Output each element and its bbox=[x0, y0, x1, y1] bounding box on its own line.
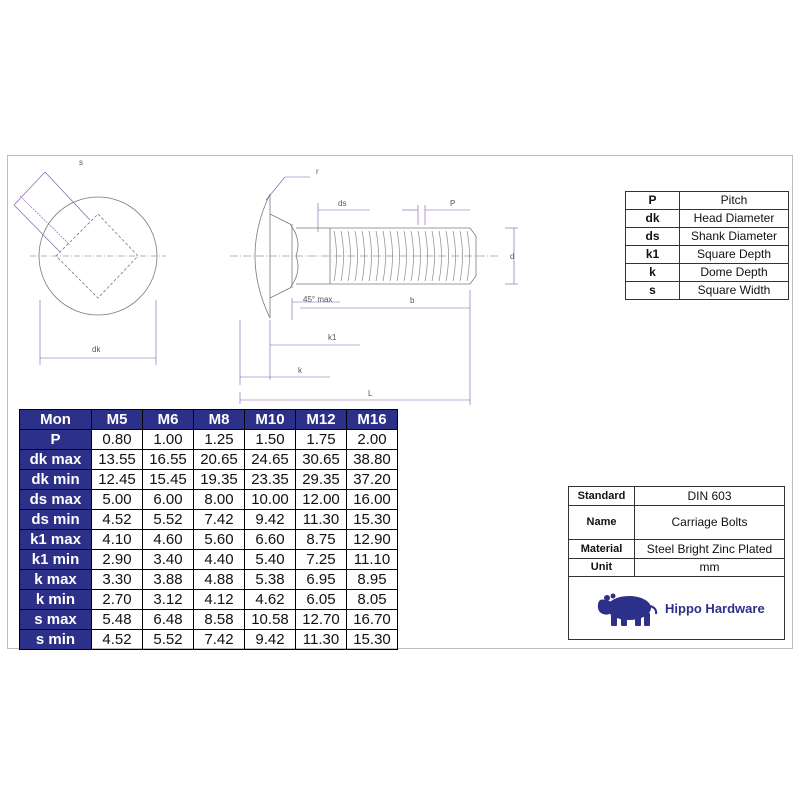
table-cell: 1.50 bbox=[245, 430, 296, 450]
table-cell: 10.58 bbox=[245, 610, 296, 630]
hippo-logo-icon bbox=[593, 586, 663, 630]
row-label: k max bbox=[20, 570, 92, 590]
table-cell: 37.20 bbox=[347, 470, 398, 490]
header-size: M6 bbox=[143, 410, 194, 430]
header-size: M10 bbox=[245, 410, 296, 430]
label-P: P bbox=[450, 199, 456, 208]
label-b: b bbox=[410, 296, 415, 305]
row-label: s min bbox=[20, 630, 92, 650]
legend-row bbox=[626, 192, 789, 210]
table-cell: 10.00 bbox=[245, 490, 296, 510]
legend-description: Pitch bbox=[680, 192, 789, 210]
table-cell: 5.40 bbox=[245, 550, 296, 570]
label-ds: ds bbox=[338, 199, 347, 208]
spec-key: Unit bbox=[569, 558, 635, 576]
table-cell: 5.38 bbox=[245, 570, 296, 590]
label-k1: k1 bbox=[328, 333, 337, 342]
table-cell: 3.40 bbox=[143, 550, 194, 570]
table-row bbox=[20, 570, 398, 590]
table-row bbox=[20, 510, 398, 530]
table-row bbox=[20, 630, 398, 650]
table-cell: 4.40 bbox=[194, 550, 245, 570]
table-cell: 4.52 bbox=[92, 510, 143, 530]
label-k: k bbox=[298, 366, 302, 375]
spec-table bbox=[569, 487, 784, 577]
table-cell: 6.60 bbox=[245, 530, 296, 550]
dimension-table-header bbox=[20, 410, 398, 430]
table-cell: 11.10 bbox=[347, 550, 398, 570]
legend-description: Square Width bbox=[680, 282, 789, 300]
table-row bbox=[20, 590, 398, 610]
table-cell: 1.25 bbox=[194, 430, 245, 450]
spec-row bbox=[569, 558, 784, 576]
table-cell: 12.00 bbox=[296, 490, 347, 510]
table-cell: 11.30 bbox=[296, 510, 347, 530]
spec-value: DIN 603 bbox=[635, 487, 785, 505]
table-cell: 15.30 bbox=[347, 510, 398, 530]
table-cell: 5.48 bbox=[92, 610, 143, 630]
legend-symbol: P bbox=[626, 192, 680, 210]
header-size: M16 bbox=[347, 410, 398, 430]
label-dk: dk bbox=[92, 345, 101, 354]
table-cell: 4.10 bbox=[92, 530, 143, 550]
table-cell: 6.05 bbox=[296, 590, 347, 610]
table-cell: 4.60 bbox=[143, 530, 194, 550]
legend-row bbox=[626, 210, 789, 228]
legend-description: Shank Diameter bbox=[680, 228, 789, 246]
header-size: M8 bbox=[194, 410, 245, 430]
table-cell: 5.52 bbox=[143, 630, 194, 650]
row-label: dk max bbox=[20, 450, 92, 470]
table-cell: 9.42 bbox=[245, 630, 296, 650]
header-size: M5 bbox=[92, 410, 143, 430]
table-cell: 15.45 bbox=[143, 470, 194, 490]
table-cell: 8.75 bbox=[296, 530, 347, 550]
table-cell: 2.90 bbox=[92, 550, 143, 570]
table-cell: 1.00 bbox=[143, 430, 194, 450]
legend-description: Square Depth bbox=[680, 246, 789, 264]
legend-symbol: dk bbox=[626, 210, 680, 228]
table-cell: 8.58 bbox=[194, 610, 245, 630]
label-L: L bbox=[368, 389, 373, 398]
symbol-legend bbox=[625, 191, 789, 300]
row-label: ds max bbox=[20, 490, 92, 510]
table-cell: 5.60 bbox=[194, 530, 245, 550]
spec-value: Carriage Bolts bbox=[635, 505, 785, 539]
spec-value: Steel Bright Zinc Plated bbox=[635, 539, 785, 558]
legend-symbol: ds bbox=[626, 228, 680, 246]
legend-row bbox=[626, 228, 789, 246]
table-cell: 6.48 bbox=[143, 610, 194, 630]
header-size: M12 bbox=[296, 410, 347, 430]
table-cell: 12.90 bbox=[347, 530, 398, 550]
table-row bbox=[20, 550, 398, 570]
table-cell: 5.00 bbox=[92, 490, 143, 510]
table-cell: 13.55 bbox=[92, 450, 143, 470]
table-cell: 6.95 bbox=[296, 570, 347, 590]
legend-symbol: s bbox=[626, 282, 680, 300]
table-cell: 1.75 bbox=[296, 430, 347, 450]
table-row bbox=[20, 450, 398, 470]
spec-box bbox=[568, 486, 785, 640]
table-cell: 19.35 bbox=[194, 470, 245, 490]
table-cell: 7.42 bbox=[194, 510, 245, 530]
spec-key: Name bbox=[569, 505, 635, 539]
table-cell: 20.65 bbox=[194, 450, 245, 470]
spec-value: mm bbox=[635, 558, 785, 576]
table-cell: 7.25 bbox=[296, 550, 347, 570]
spec-row bbox=[569, 487, 784, 505]
table-cell: 5.52 bbox=[143, 510, 194, 530]
table-cell: 7.42 bbox=[194, 630, 245, 650]
row-label: k1 max bbox=[20, 530, 92, 550]
label-s: s bbox=[79, 158, 83, 167]
row-label: k1 min bbox=[20, 550, 92, 570]
legend-row bbox=[626, 264, 789, 282]
table-cell: 3.88 bbox=[143, 570, 194, 590]
table-cell: 29.35 bbox=[296, 470, 347, 490]
legend-description: Dome Depth bbox=[680, 264, 789, 282]
row-label: ds min bbox=[20, 510, 92, 530]
label-angle: 45° max bbox=[303, 295, 333, 304]
header-mon: Mon bbox=[20, 410, 92, 430]
brand-area bbox=[569, 584, 784, 639]
row-label: s max bbox=[20, 610, 92, 630]
legend-symbol: k1 bbox=[626, 246, 680, 264]
spec-row bbox=[569, 505, 784, 539]
table-cell: 9.42 bbox=[245, 510, 296, 530]
table-cell: 8.95 bbox=[347, 570, 398, 590]
table-cell: 8.00 bbox=[194, 490, 245, 510]
table-cell: 3.30 bbox=[92, 570, 143, 590]
table-cell: 2.70 bbox=[92, 590, 143, 610]
table-row bbox=[20, 470, 398, 490]
table-cell: 12.70 bbox=[296, 610, 347, 630]
table-cell: 24.65 bbox=[245, 450, 296, 470]
row-label: k min bbox=[20, 590, 92, 610]
table-cell: 4.52 bbox=[92, 630, 143, 650]
table-cell: 2.00 bbox=[347, 430, 398, 450]
table-cell: 3.12 bbox=[143, 590, 194, 610]
dimension-table bbox=[19, 409, 398, 650]
table-cell: 4.62 bbox=[245, 590, 296, 610]
spec-key: Material bbox=[569, 539, 635, 558]
row-label: dk min bbox=[20, 470, 92, 490]
spec-key: Standard bbox=[569, 487, 635, 505]
table-cell: 16.00 bbox=[347, 490, 398, 510]
legend-description: Head Diameter bbox=[680, 210, 789, 228]
row-label: P bbox=[20, 430, 92, 450]
brand-name: Hippo Hardware bbox=[665, 601, 765, 616]
table-row bbox=[20, 430, 398, 450]
table-cell: 11.30 bbox=[296, 630, 347, 650]
table-cell: 16.70 bbox=[347, 610, 398, 630]
table-row bbox=[20, 610, 398, 630]
legend-symbol: k bbox=[626, 264, 680, 282]
table-cell: 0.80 bbox=[92, 430, 143, 450]
label-r: r bbox=[316, 167, 319, 176]
table-cell: 23.35 bbox=[245, 470, 296, 490]
legend-row bbox=[626, 282, 789, 300]
table-cell: 8.05 bbox=[347, 590, 398, 610]
table-cell: 6.00 bbox=[143, 490, 194, 510]
table-cell: 16.55 bbox=[143, 450, 194, 470]
table-row bbox=[20, 530, 398, 550]
spec-row bbox=[569, 539, 784, 558]
table-cell: 4.12 bbox=[194, 590, 245, 610]
table-cell: 12.45 bbox=[92, 470, 143, 490]
label-d: d bbox=[510, 252, 515, 261]
table-cell: 15.30 bbox=[347, 630, 398, 650]
table-cell: 4.88 bbox=[194, 570, 245, 590]
legend-row bbox=[626, 246, 789, 264]
table-cell: 30.65 bbox=[296, 450, 347, 470]
table-row bbox=[20, 490, 398, 510]
table-cell: 38.80 bbox=[347, 450, 398, 470]
